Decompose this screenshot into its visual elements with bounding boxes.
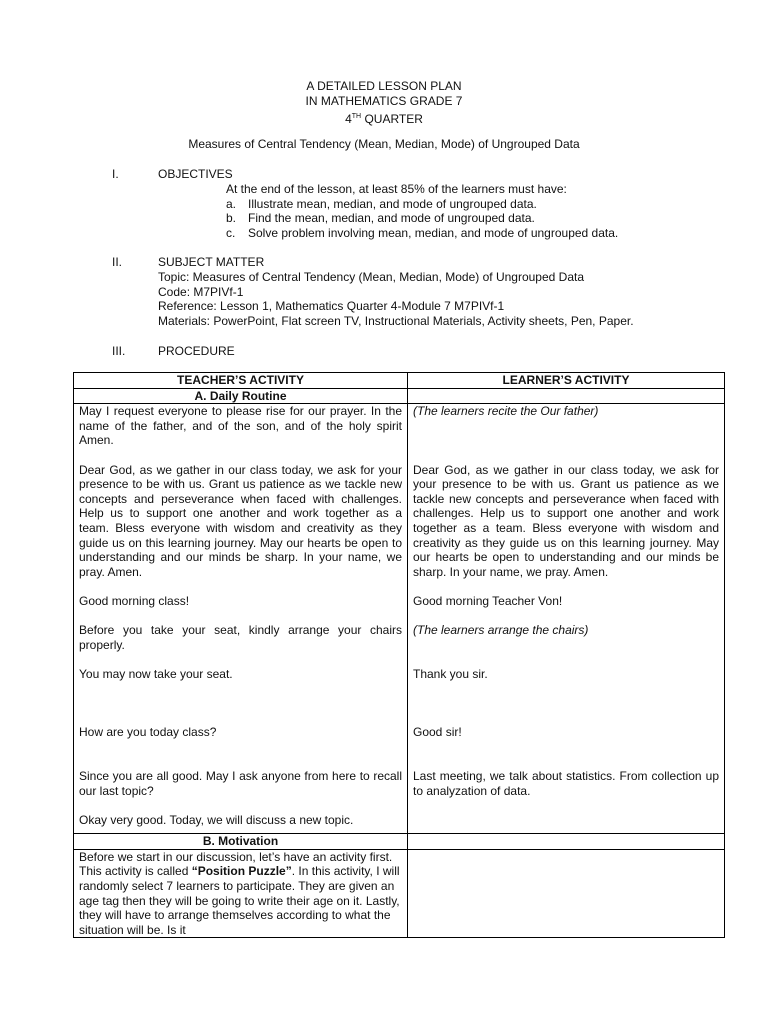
objective-letter: b. [226, 211, 237, 225]
subject-matter-heading: SUBJECT MATTER [158, 255, 265, 269]
objective-letter: a. [226, 197, 237, 211]
quarter-number: 4 [345, 112, 352, 126]
procedure-table [73, 372, 725, 938]
learner-good: Good sir! [413, 725, 462, 740]
objective-item [226, 197, 537, 211]
motivation-activity-name: “Position Puzzle” [191, 864, 292, 879]
teacher-motivation-cell [74, 849, 408, 938]
section-row [74, 388, 725, 404]
teacher-daily-routine-cell [74, 404, 408, 834]
procedure-heading: PROCEDURE [158, 344, 235, 358]
table-header-row [74, 373, 725, 389]
quarter-superscript: TH [351, 113, 362, 120]
learner-arrange: (The learners arrange the chairs) [413, 623, 589, 638]
learner-greeting: Good morning Teacher Von! [413, 593, 563, 608]
learner-recite: (The learners recite the Our father) [413, 404, 599, 419]
objective-text: Find the mean, median, and mode of ungrouped data. [248, 211, 535, 225]
learner-thanks: Thank you sir. [413, 666, 488, 681]
title-quarter [0, 109, 768, 127]
daily-routine-heading: A. Daily Routine [74, 388, 408, 404]
empty-cell [408, 834, 725, 850]
objectives-heading: OBJECTIVES [158, 167, 233, 181]
teacher-arrange: Before you take your seat, kindly arrange your chairs properly. [79, 623, 402, 652]
materials-line: Materials: PowerPoint, Flat screen TV, Instructional Materials, Activity sheets, Pen, Paper. [158, 314, 634, 328]
document-title [0, 79, 768, 127]
teacher-seat: You may now take your seat. [79, 666, 233, 681]
teacher-prayer: Dear God, as we gather in our class today, we ask for your presence to be with us. Grant us patience as we tackle new concepts and perseverance when faced with challenges. Help us to support one another and work together as a team. Bless everyone with wisdom and creativity as they guide us on this learning journey. May our hearts be open to understanding and our minds be sharp. In your name, we pray. Amen. [79, 462, 402, 579]
objectives-number: I. [112, 167, 119, 181]
learner-last-meeting: Last meeting, we talk about statistics. From collection up to analyzation of data. [413, 769, 719, 798]
motivation-heading: B. Motivation [74, 834, 408, 850]
empty-cell [408, 388, 725, 404]
reference-line: Reference: Lesson 1, Mathematics Quarter 4-Module 7 M7PIVf-1 [158, 299, 505, 313]
teacher-activity-header: TEACHER’S ACTIVITY [74, 373, 408, 389]
learner-prayer: Dear God, as we gather in our class today, we ask for your presence to be with us. Grant us patience as we tackle new concepts and perseverance when faced with challenges. Help us to support one another and work together as a team. Bless everyone with wisdom and creativity as they guide us on this learning journey. May our hearts be open to understanding and our minds be sharp. In your name, we pray. Amen. [413, 462, 719, 579]
table-row [74, 404, 725, 834]
quarter-word: QUARTER [364, 112, 423, 126]
objective-text: Solve problem involving mean, median, and mode of ungrouped data. [248, 226, 619, 240]
teacher-new-topic: Okay very good. Today, we will discuss a new topic. [79, 812, 354, 827]
code-line: Code: M7PIVf-1 [158, 285, 244, 299]
table-row [74, 849, 725, 938]
section-row [74, 834, 725, 850]
motivation-text-a: Before we start in our discussion, let’s have an activity first. This activity is called [79, 849, 393, 879]
subject-matter-number: II. [112, 255, 123, 269]
learner-motivation-cell [408, 849, 725, 938]
procedure-number: III. [112, 344, 126, 358]
teacher-greeting: Good morning class! [79, 593, 190, 608]
teacher-prayer-request: May I request everyone to please rise for our prayer. In the name of the father, and of the son, and of the holy spirit Amen. [79, 404, 402, 448]
objective-item [226, 211, 535, 225]
objective-letter: c. [226, 226, 236, 240]
learner-daily-routine-cell [408, 404, 725, 834]
learner-activity-header: LEARNER’S ACTIVITY [408, 373, 725, 389]
teacher-how-are-you: How are you today class? [79, 725, 217, 740]
objective-item [226, 226, 618, 240]
objectives-intro: At the end of the lesson, at least 85% of the learners must have: [226, 182, 567, 196]
title-line-2: IN MATHEMATICS GRADE 7 [305, 94, 463, 108]
teacher-recall: Since you are all good. May I ask anyone from here to recall our last topic? [79, 769, 402, 798]
topic-line: Topic: Measures of Central Tendency (Mean, Median, Mode) of Ungrouped Data [158, 270, 585, 284]
lesson-subtitle: Measures of Central Tendency (Mean, Median, Mode) of Ungrouped Data [188, 137, 580, 151]
objective-text: Illustrate mean, median, and mode of ungrouped data. [248, 197, 537, 211]
motivation-text-b: . In this activity, I will randomly select 7 learners to participate. They are given an age tag then they will be going to write their age on it. Lastly, they will have to arrange themselves according to what the situation will be. Is it [79, 864, 400, 937]
title-line-1: A DETAILED LESSON PLAN [306, 79, 462, 93]
